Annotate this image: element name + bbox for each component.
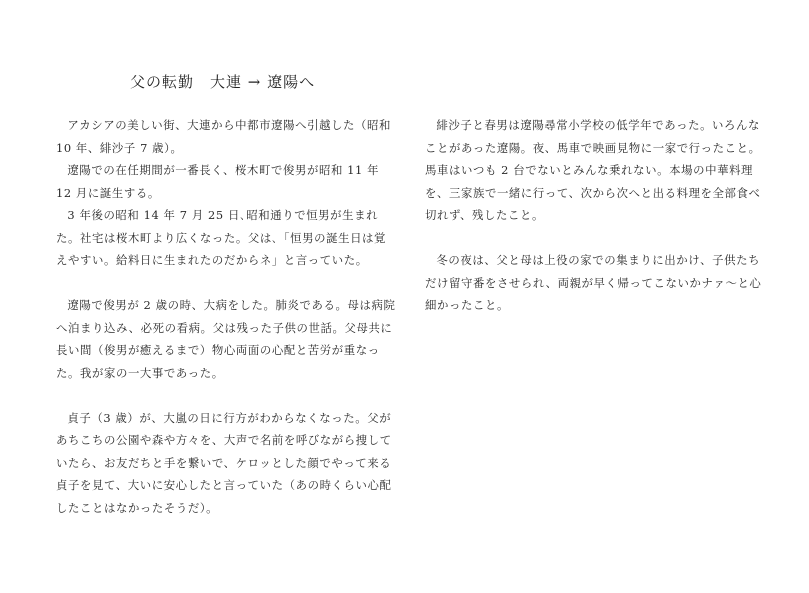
paragraph: 緋沙子と春男は遼陽尋常小学校の低学年であった。いろんなことがあった遼陽。夜、馬車で映画見物に一家で行ったこと。馬車はいつも 2 台でないとみんな乗れない。本場の中華料理を、三家族で一緒に行って、次から次へと出る料理を全部食べ切れず、残したこと。: [425, 118, 761, 222]
right-column: [425, 114, 768, 317]
section-title: 父の転勤 大連 → 遼陽へ: [130, 73, 316, 91]
paragraph: アカシアの美しい街、大連から中都市遼陽へ引越した（昭和 10 年、緋沙子 7 歳）。: [56, 118, 392, 155]
paragraph: 3 年後の昭和 14 年 7 月 25 日､昭和通りで恒男が生まれた。社宅は桜木町より広くなった。父は､「恒男の誕生日は覚えやすい。給料日に生まれたのだからネ」と言っていた。: [56, 208, 387, 267]
paragraph-gap: [56, 384, 396, 407]
paragraph-gap: [425, 227, 768, 250]
paragraph: 遼陽での在任期間が一番長く、桜木町で俊男が昭和 11 年 12 月に誕生する。: [56, 163, 380, 200]
paragraph: 遼陽で俊男が 2 歳の時、大病をした。肺炎である。母は病院へ泊まり込み、必死の看病。父は残った子供の世話。父母共に長い間（俊男が癒えるまで）物心両面の心配と苦労が重なった。我が家の一大事であった。: [56, 298, 396, 380]
paragraph: 冬の夜は、父と母は上役の家での集まりに出かけ、子供たちだけ留守番をさせられ、両親が早く帰ってこないかナァ〜と心細かったこと。: [425, 253, 762, 312]
paragraph: 貞子（3 歳）が、大嵐の日に行方がわからなくなった。父があちこちの公園や森や方々を、大声で名前を呼びながら捜していたら、お友だちと手を繋いで、ケロッとした顔でやって来る貞子を見て、大いに安心したと言っていた（あの時くらい心配したことはなかったそうだ）。: [56, 410, 392, 515]
paragraph-gap: [56, 272, 396, 295]
left-column: [56, 114, 396, 519]
